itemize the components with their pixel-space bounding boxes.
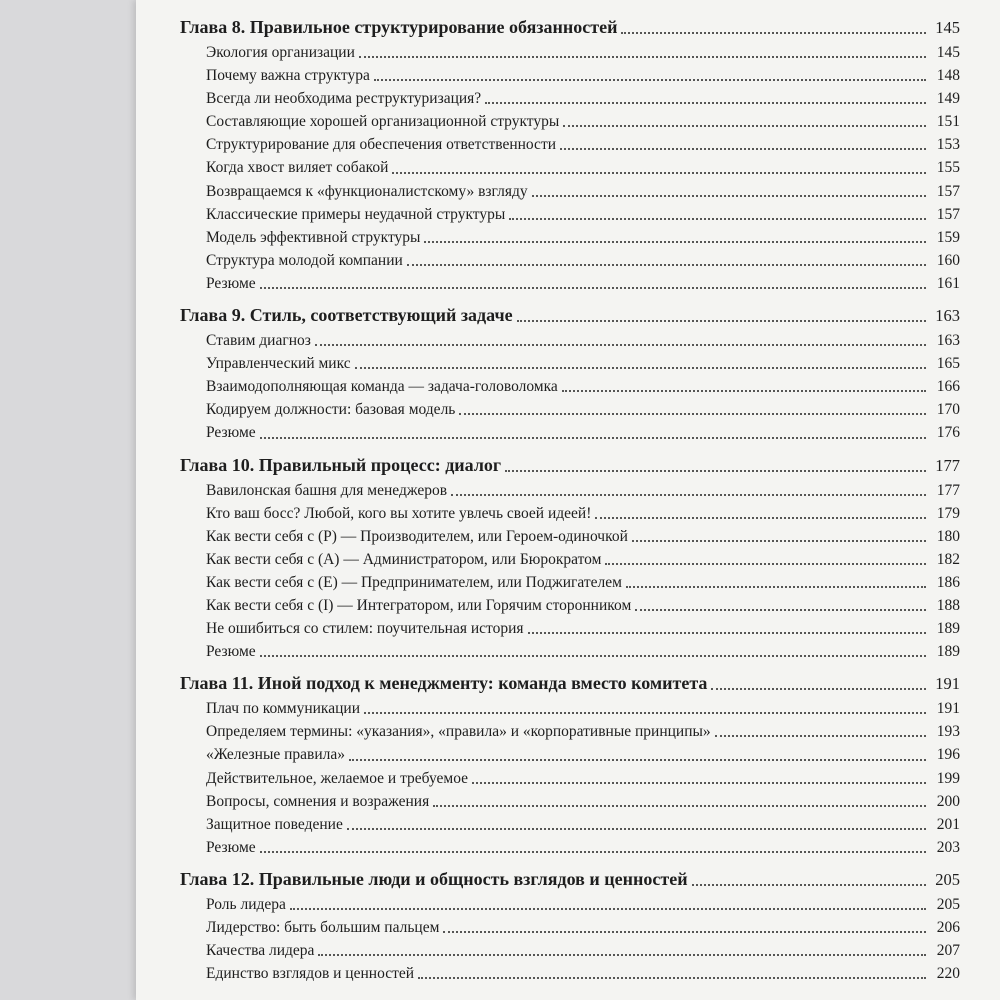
entry-page-number: 203 (936, 838, 960, 856)
toc-entry (180, 743, 960, 766)
entry-title: Ставим диагноз (206, 332, 311, 350)
entry-title: Возвращаемся к «функционалистскому» взгляду (206, 182, 528, 200)
chapter-page-number: 145 (935, 18, 960, 37)
toc-entry (180, 203, 960, 226)
entry-title: Взаимодополняющая команда — задача-головоломка (206, 378, 558, 396)
entry-title: Почему важна структура (206, 67, 370, 85)
dot-leader (595, 517, 926, 519)
entry-title: Когда хвост виляет собакой (206, 159, 389, 177)
entry-title: «Железные правила» (206, 746, 346, 764)
dot-leader (364, 712, 926, 714)
entry-page-number: 189 (936, 620, 960, 638)
toc-entry (180, 398, 960, 421)
book-page (136, 0, 1000, 1000)
toc-entry (180, 571, 960, 594)
entry-title: Структура молодой компании (206, 251, 403, 269)
dot-leader (318, 954, 926, 956)
entry-page-number: 193 (936, 723, 960, 741)
toc-entry (180, 640, 960, 663)
entry-page-number: 189 (936, 643, 960, 661)
dot-leader (621, 32, 926, 34)
chapter-heading (180, 670, 960, 697)
entry-title: Всегда ли необходима реструктуризация? (206, 90, 482, 108)
entry-page-number: 145 (936, 44, 960, 61)
toc-entry (180, 352, 960, 375)
dot-leader (260, 851, 926, 853)
entry-page-number: 165 (936, 355, 960, 373)
entry-title: Экология организации (206, 44, 355, 61)
entry-page-number: 182 (936, 550, 960, 568)
entry-page-number: 200 (936, 792, 960, 810)
chapter-heading (180, 302, 960, 329)
dot-leader (418, 977, 926, 979)
entry-title: Резюме (206, 838, 256, 856)
entry-page-number: 220 (936, 965, 960, 983)
dot-leader (562, 390, 926, 392)
toc-entry (180, 790, 960, 813)
dot-leader (459, 413, 926, 415)
entry-title: Составляющие хорошей организационной структуры (206, 113, 560, 131)
toc-entry (180, 249, 960, 272)
toc-entry (180, 939, 960, 962)
entry-title: Единство взглядов и ценностей (206, 965, 415, 983)
chapter-title: Глава 10. Правильный процесс: диалог (180, 454, 502, 475)
toc-entry (180, 329, 960, 352)
entry-page-number: 149 (936, 90, 960, 108)
entry-title: Резюме (206, 424, 256, 442)
dot-leader (443, 931, 926, 933)
dot-leader (560, 148, 926, 150)
entry-page-number: 191 (936, 700, 960, 718)
entry-title: Как вести себя с (E) — Предпринимателем, или Поджигателем (206, 573, 622, 591)
entry-title: Модель эффективной структуры (206, 228, 421, 246)
dot-leader (715, 735, 926, 737)
entry-page-number: 206 (936, 919, 960, 936)
entry-title: Кодируем должности: базовая модель (206, 401, 456, 419)
entry-page-number: 160 (936, 251, 960, 269)
chapter-title: Глава 11. Иной подход к менеджменту: команда вместо комитета (180, 673, 708, 694)
toc-entry (180, 133, 960, 156)
dot-leader (626, 586, 926, 588)
chapter-page-number: 163 (935, 306, 960, 326)
entry-title: Как вести себя с (P) — Производителем, или Героем-одиночкой (206, 527, 628, 545)
entry-page-number: 161 (936, 274, 960, 292)
entry-title: Роль лидера (206, 895, 286, 913)
toc-entry (180, 525, 960, 548)
dot-leader (290, 908, 926, 910)
toc-entry (180, 421, 960, 444)
dot-leader (347, 828, 926, 830)
entry-page-number: 186 (936, 573, 960, 591)
dot-leader (505, 470, 926, 472)
toc-entry (180, 41, 960, 64)
entry-title: Не ошибиться со стилем: поучительная история (206, 620, 524, 638)
entry-page-number: 157 (936, 182, 960, 200)
entry-page-number: 179 (936, 504, 960, 522)
dot-leader (605, 563, 926, 565)
dot-leader (349, 759, 926, 761)
chapter-page-number: 191 (935, 674, 960, 694)
entry-title: Кто ваш босс? Любой, кого вы хотите увлечь своей идеей! (206, 504, 592, 522)
toc-entry (180, 156, 960, 179)
chapter-title: Глава 9. Стиль, соответствующий задаче (180, 305, 513, 326)
entry-title: Качества лидера (206, 942, 315, 960)
entry-title: Как вести себя с (A) — Администратором, или Бюрократом (206, 550, 602, 568)
toc-entry (180, 767, 960, 790)
entry-page-number: 196 (936, 746, 960, 764)
table-of-contents (180, 14, 960, 985)
dot-leader (692, 884, 926, 886)
entry-title: Структурирование для обеспечения ответственности (206, 136, 557, 154)
entry-page-number: 207 (936, 942, 960, 960)
dot-leader (509, 218, 926, 220)
entry-page-number: 148 (936, 67, 960, 85)
toc-entry (180, 697, 960, 720)
chapter-heading (180, 452, 960, 479)
entry-title: Резюме (206, 643, 256, 661)
dot-leader (711, 688, 926, 690)
dot-leader (517, 320, 926, 322)
dot-leader (407, 264, 926, 266)
toc-entry (180, 962, 960, 985)
entry-page-number: 205 (936, 895, 960, 913)
toc-entry (180, 87, 960, 110)
entry-page-number: 163 (936, 332, 960, 350)
dot-leader (424, 241, 926, 243)
chapter-section (180, 866, 960, 985)
entry-title: Вавилонская башня для менеджеров (206, 481, 448, 499)
chapter-section (180, 670, 960, 859)
entry-title: Определяем термины: «указания», «правила» и «корпоративные принципы» (206, 723, 711, 741)
toc-entry (180, 180, 960, 203)
entry-title: Действительное, желаемое и требуемое (206, 769, 469, 787)
dot-leader (359, 56, 926, 58)
entry-title: Как вести себя с (I) — Интегратором, или Горячим сторонником (206, 596, 632, 614)
entry-page-number: 201 (936, 815, 960, 833)
chapter-page-number: 177 (935, 455, 960, 475)
dot-leader (485, 102, 926, 104)
chapter-heading (180, 866, 960, 893)
dot-leader (632, 540, 926, 542)
dot-leader (451, 494, 926, 496)
dot-leader (392, 172, 926, 174)
toc-entry (180, 272, 960, 295)
chapter-title: Глава 8. Правильное структурирование обязанностей (180, 17, 618, 37)
toc-entry (180, 110, 960, 133)
toc-entry (180, 226, 960, 249)
dot-leader (635, 609, 926, 611)
entry-page-number: 155 (936, 159, 960, 177)
entry-title: Защитное поведение (206, 815, 343, 833)
entry-page-number: 151 (936, 113, 960, 131)
entry-title: Управленческий микс (206, 355, 351, 373)
dot-leader (563, 125, 926, 127)
toc-entry (180, 617, 960, 640)
chapter-section (180, 302, 960, 444)
dot-leader (472, 782, 926, 784)
chapter-title: Глава 12. Правильные люди и общность взглядов и ценностей (180, 868, 688, 889)
chapter-section (180, 452, 960, 664)
chapter-page-number: 205 (935, 869, 960, 889)
toc-entry (180, 916, 960, 939)
dot-leader (374, 79, 926, 81)
entry-page-number: 180 (936, 527, 960, 545)
entry-title: Плач по коммуникации (206, 700, 360, 718)
dot-leader (355, 367, 926, 369)
toc-entry (180, 548, 960, 571)
toc-entry (180, 893, 960, 916)
chapter-section (180, 14, 960, 295)
chapter-heading (180, 14, 960, 41)
entry-page-number: 159 (936, 228, 960, 246)
toc-entry (180, 375, 960, 398)
entry-title: Вопросы, сомнения и возражения (206, 792, 430, 810)
entry-page-number: 166 (936, 378, 960, 396)
toc-entry (180, 594, 960, 617)
dot-leader (315, 344, 926, 346)
entry-page-number: 199 (936, 769, 960, 787)
toc-entry (180, 479, 960, 502)
entry-title: Классические примеры неудачной структуры (206, 205, 506, 223)
entry-page-number: 177 (936, 481, 960, 499)
dot-leader (260, 437, 926, 439)
entry-page-number: 176 (936, 424, 960, 442)
dot-leader (528, 632, 927, 634)
dot-leader (260, 287, 926, 289)
toc-entry (180, 813, 960, 836)
entry-page-number: 157 (936, 205, 960, 223)
entry-title: Резюме (206, 274, 256, 292)
toc-entry (180, 64, 960, 87)
entry-page-number: 153 (936, 136, 960, 154)
toc-entry (180, 720, 960, 743)
toc-entry (180, 836, 960, 859)
dot-leader (433, 805, 926, 807)
entry-page-number: 188 (936, 596, 960, 614)
toc-entry (180, 502, 960, 525)
dot-leader (260, 655, 926, 657)
entry-page-number: 170 (936, 401, 960, 419)
dot-leader (532, 195, 926, 197)
entry-title: Лидерство: быть большим пальцем (206, 919, 440, 936)
